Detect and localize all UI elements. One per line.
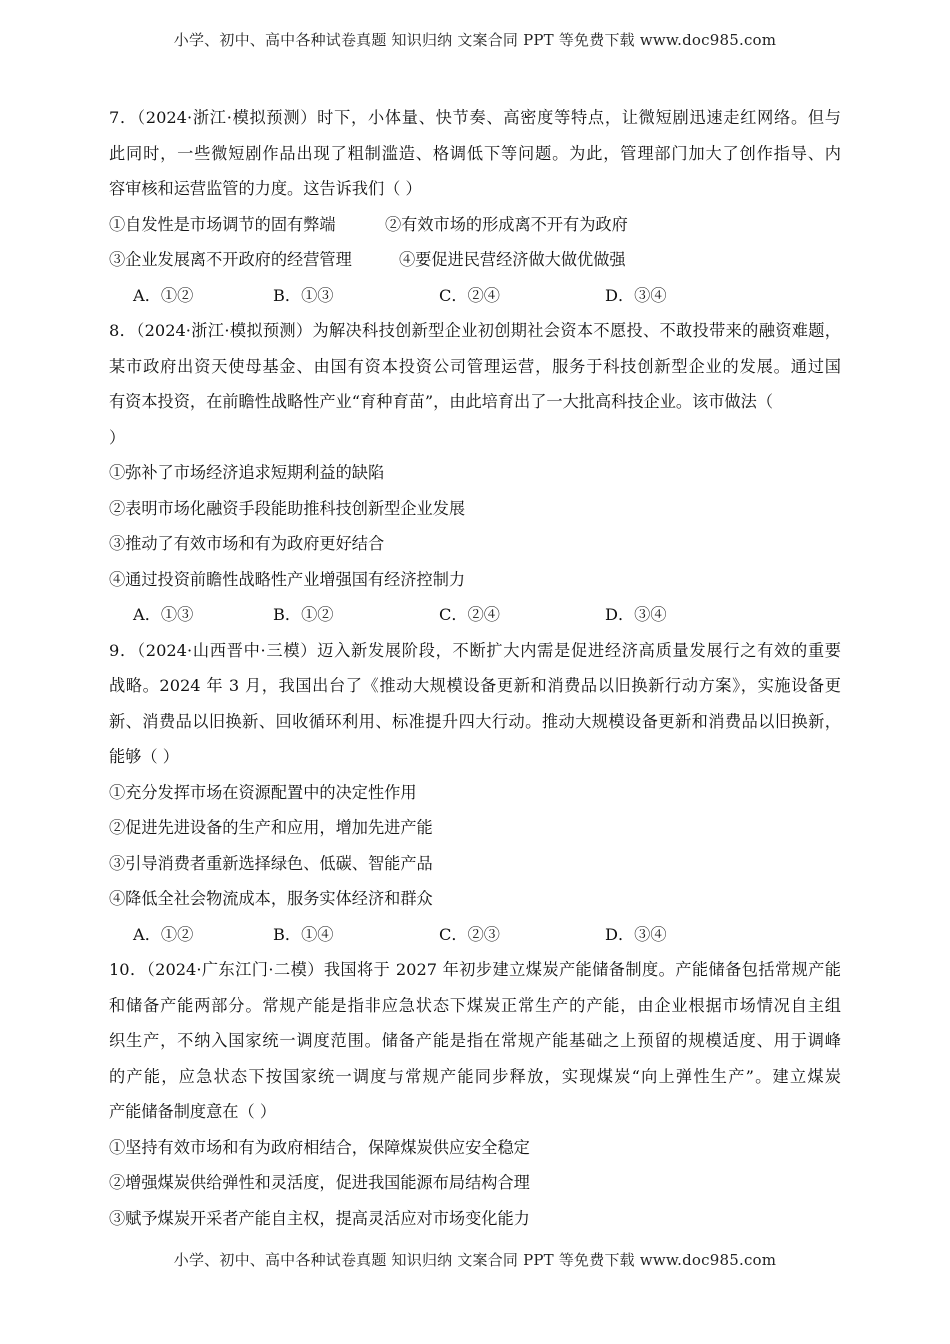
question-7-option-4: ④要促进民营经济做大做优做强 — [399, 250, 626, 269]
question-9-stem-line-1: 9．（2024·山西晋中·三模）迈入新发展阶段，不断扩大内需是促进经济高质量发展行之有效的重要 — [109, 640, 841, 660]
question-7-stem-line-3: 容审核和运营监管的力度。这告诉我们（ ） — [109, 179, 422, 198]
page-footer: 小学、初中、高中各种试卷真题 知识归纳 文案合同 PPT 等免费下载 www.doc985.com — [173, 1251, 777, 1269]
question-9-option-4: ④降低全社会物流成本，服务实体经济和群众 — [109, 889, 433, 908]
question-8-stem-line-4: ） — [109, 427, 126, 447]
question-9-stem-line-2: 战略。2024 年 3 月，我国出台了《推动大规模设备更新和消费品以旧换新行动方案》，实施设备更 — [109, 676, 841, 695]
question-9-choices — [109, 917, 841, 953]
question-9-choice-c[interactable]: C．②③ — [439, 924, 500, 944]
question-9-option-1: ①充分发挥市场在资源配置中的决定性作用 — [109, 782, 417, 802]
question-9-option-2: ②促进先进设备的生产和应用，增加先进产能 — [109, 818, 433, 837]
question-10-option-1: ①坚持有效市场和有为政府相结合，保障煤炭供应安全稳定 — [109, 1137, 530, 1157]
question-10-stem-line-5: 产能储备制度意在（ ） — [109, 1102, 277, 1121]
question-7-option-1: ①自发性是市场调节的固有弊端 — [109, 214, 336, 234]
question-10-stem-line-4: 的产能，应急状态下按国家统一调度与常规产能同步释放，实现煤炭“向上弹性生产”。建立煤炭 — [109, 1066, 841, 1086]
page-header: 小学、初中、高中各种试卷真题 知识归纳 文案合同 PPT 等免费下载 www.doc985.com — [173, 31, 777, 49]
question-7-choice-d[interactable]: D．③④ — [605, 285, 667, 305]
question-10-option-2: ②增强煤炭供给弹性和灵活度，促进我国能源布局结构合理 — [109, 1173, 530, 1192]
question-9 — [109, 633, 841, 953]
question-10-stem-line-3: 织生产，不纳入国家统一调度范围。储备产能是指在常规产能基础之上预留的规模适度、用于调峰 — [109, 1031, 841, 1050]
question-9-choice-d[interactable]: D．③④ — [605, 924, 667, 944]
question-7-options-row-1 — [109, 207, 841, 243]
question-8-choice-d[interactable]: D．③④ — [605, 605, 667, 624]
question-8-option-2: ②表明市场化融资手段能助推科技创新型企业发展 — [109, 498, 466, 518]
question-9-choice-a[interactable]: A．①② — [133, 924, 194, 944]
question-7-stem-line-2: 此同时，一些微短剧作品出现了粗制滥造、格调低下等问题。为此，管理部门加大了创作指导、内 — [109, 143, 841, 163]
question-10-stem-line-1: 10．（2024·广东江门·二模）我国将于 2027 年初步建立煤炭产能储备制度。产能储备包括常规产能 — [109, 960, 841, 979]
question-7-choice-b[interactable]: B．①③ — [273, 285, 334, 305]
question-8-stem-line-2: 某市政府出资天使母基金、由国有资本投资公司管理运营，服务于科技创新型企业的发展。通过国 — [109, 356, 841, 376]
question-8-option-3: ③推动了有效市场和有为政府更好结合 — [109, 534, 385, 553]
question-10-option-3: ③赋予煤炭开采者产能自主权，提高灵活应对市场变化能力 — [109, 1208, 530, 1228]
question-7-choices — [109, 278, 841, 314]
question-8-option-4: ④通过投资前瞻性战略性产业增强国有经济控制力 — [109, 569, 466, 589]
question-7-choice-c[interactable]: C．②④ — [439, 285, 500, 305]
question-7-option-3: ③企业发展离不开政府的经营管理 — [109, 250, 352, 269]
question-7 — [109, 100, 841, 313]
question-8-stem-line-1: 8．（2024·浙江·模拟预测）为解决科技创新型企业初创期社会资本不愿投、不敢投带来的融资难题， — [109, 321, 841, 340]
question-content — [109, 100, 841, 1236]
question-10 — [109, 952, 841, 1236]
question-9-stem-line-4: 能够（ ） — [109, 747, 179, 766]
question-8-choice-c[interactable]: C．②④ — [439, 605, 500, 624]
question-7-options-row-2 — [109, 242, 841, 278]
question-8-option-1: ①弥补了市场经济追求短期利益的缺陷 — [109, 463, 385, 482]
question-8-choice-a[interactable]: A．①③ — [133, 605, 194, 624]
question-7-stem-line-1: 7．（2024·浙江·模拟预测）时下，小体量、快节奏、高密度等特点，让微短剧迅速走红网络。但与 — [109, 108, 841, 127]
question-7-choice-a[interactable]: A．①② — [133, 285, 194, 305]
question-8-choices — [109, 597, 841, 633]
question-10-stem-line-2: 和储备产能两部分。常规产能是指非应急状态下煤炭正常生产的产能，由企业根据市场情况自主组 — [109, 995, 841, 1015]
question-8-stem-line-3: 有资本投资，在前瞻性战略性产业“育种育苗”，由此培育出了一大批高科技企业。该市做法（ — [109, 392, 774, 411]
question-9-choice-b[interactable]: B．①④ — [273, 924, 334, 944]
question-9-stem-line-3: 新、消费品以旧换新、回收循环利用、标准提升四大行动。推动大规模设备更新和消费品以旧换新， — [109, 711, 841, 731]
question-8-choice-b[interactable]: B．①② — [273, 605, 334, 624]
question-8 — [109, 313, 841, 633]
question-9-option-3: ③引导消费者重新选择绿色、低碳、智能产品 — [109, 853, 433, 873]
question-7-option-2: ②有效市场的形成离不开有为政府 — [385, 214, 628, 234]
